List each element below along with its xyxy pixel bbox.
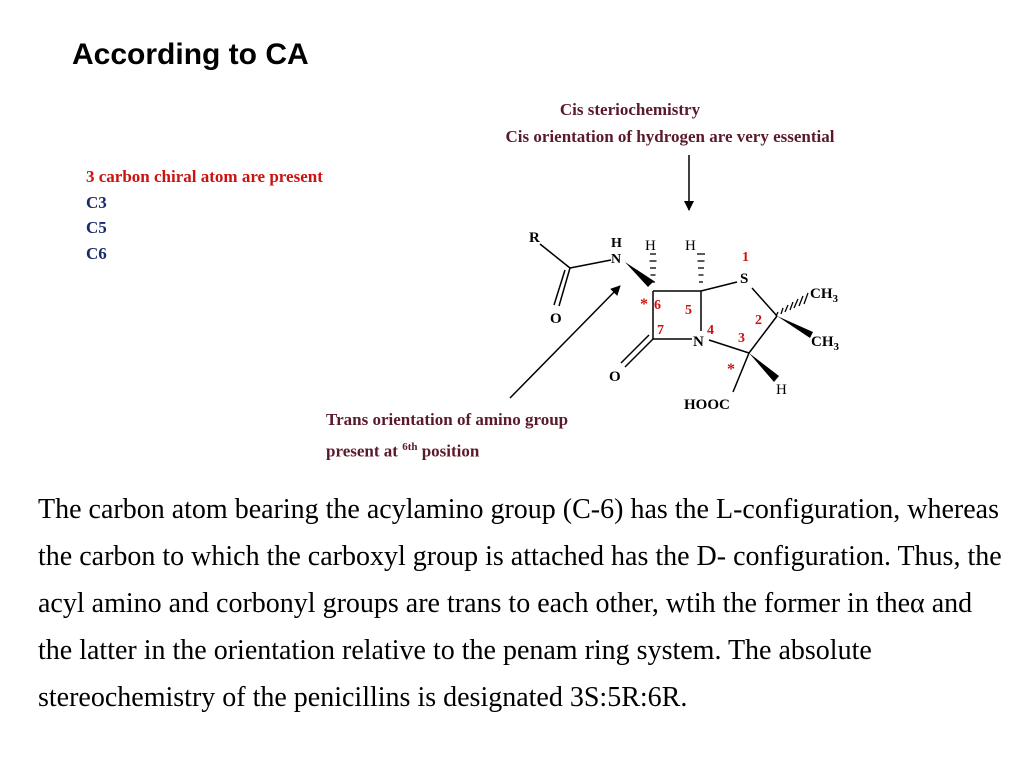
amide-oxygen-label: O — [550, 311, 562, 327]
trans-note-superscript: 6th — [402, 441, 418, 453]
trans-note-prefix: present at — [326, 441, 403, 461]
r-group-label: R — [529, 230, 540, 246]
trans-note-suffix: position — [417, 441, 480, 461]
ring-number-1: 1 — [742, 250, 749, 265]
r-bond — [540, 244, 570, 268]
chiral-mark-c6: * — [640, 296, 648, 313]
trans-note-line-2 — [326, 441, 479, 462]
body-paragraph: The carbon atom bearing the acylamino group (C-6) has the L-configuration, whereas the carbon to which the carboxyl group is attached has the D- configuration. Thus, the acyl amino and corbonyl groups are trans to each other, wtih the former in theα and the latter in the orientation relative to the penam ring system. The absolute stereochemistry of the penicillins is designated 3S:5R:6R. — [38, 494, 1002, 713]
ring-number-4: 4 — [707, 323, 714, 338]
ring-number-3: 3 — [738, 331, 745, 346]
chiral-atom-c5: C5 — [86, 218, 107, 237]
chiral-atom-c6: C6 — [86, 243, 107, 263]
ch3-top-label: $CH_3$ — [810, 286, 838, 305]
chiral-atom-c3: C3 — [86, 192, 107, 212]
ring-nitrogen-label: N — [693, 334, 704, 350]
slide-title: According to CA — [72, 38, 309, 71]
trans-arrow — [510, 286, 620, 398]
sulfur-label: S — [740, 271, 749, 287]
c5-s-bond — [701, 282, 737, 291]
amide-co-double-bond — [554, 270, 565, 305]
c3-hydrogen-label: H — [776, 382, 787, 398]
c3-cooh-bond — [733, 353, 749, 392]
ch3-bottom-label: $CH_3$ — [811, 334, 839, 353]
c2-c3-bond — [749, 316, 777, 353]
trans-note-line-1: Trans orientation of amino group — [326, 410, 569, 429]
c5-hydrogen-label: H — [685, 238, 696, 254]
chiral-note-heading: 3 carbon chiral atom are present — [86, 167, 323, 186]
c2-ch3-hash-bond — [776, 293, 808, 316]
cis-note-line-2: Cis orientation of hydrogen are very essential — [505, 127, 835, 146]
ring-number-7: 7 — [657, 323, 664, 338]
cis-note-line-1: Cis steriochemistry — [559, 100, 701, 119]
c3-h-wedge — [749, 353, 779, 382]
lactam-co-bond — [625, 339, 653, 367]
nh-nitrogen-label: N — [611, 252, 622, 267]
ring-number-6: 6 — [654, 298, 661, 313]
carboxyl-label: HOOC — [684, 397, 730, 413]
amide-n-bond — [570, 260, 611, 268]
ring-number-2: 2 — [755, 313, 762, 328]
lactam-oxygen-label: O — [609, 369, 621, 385]
s-c2-bond — [752, 288, 777, 316]
c6-h-hash-bond — [650, 254, 657, 282]
nh-hydrogen-label: H — [611, 236, 622, 251]
ring-number-5: 5 — [685, 303, 692, 318]
chiral-mark-c3: * — [727, 361, 735, 378]
c5-h-hash-bond — [697, 254, 705, 282]
lactam-co-double-bond — [621, 335, 649, 363]
c6-hydrogen-label: H — [645, 238, 656, 254]
c2-ch3-wedge — [777, 316, 813, 338]
n-c6-wedge — [625, 262, 654, 287]
